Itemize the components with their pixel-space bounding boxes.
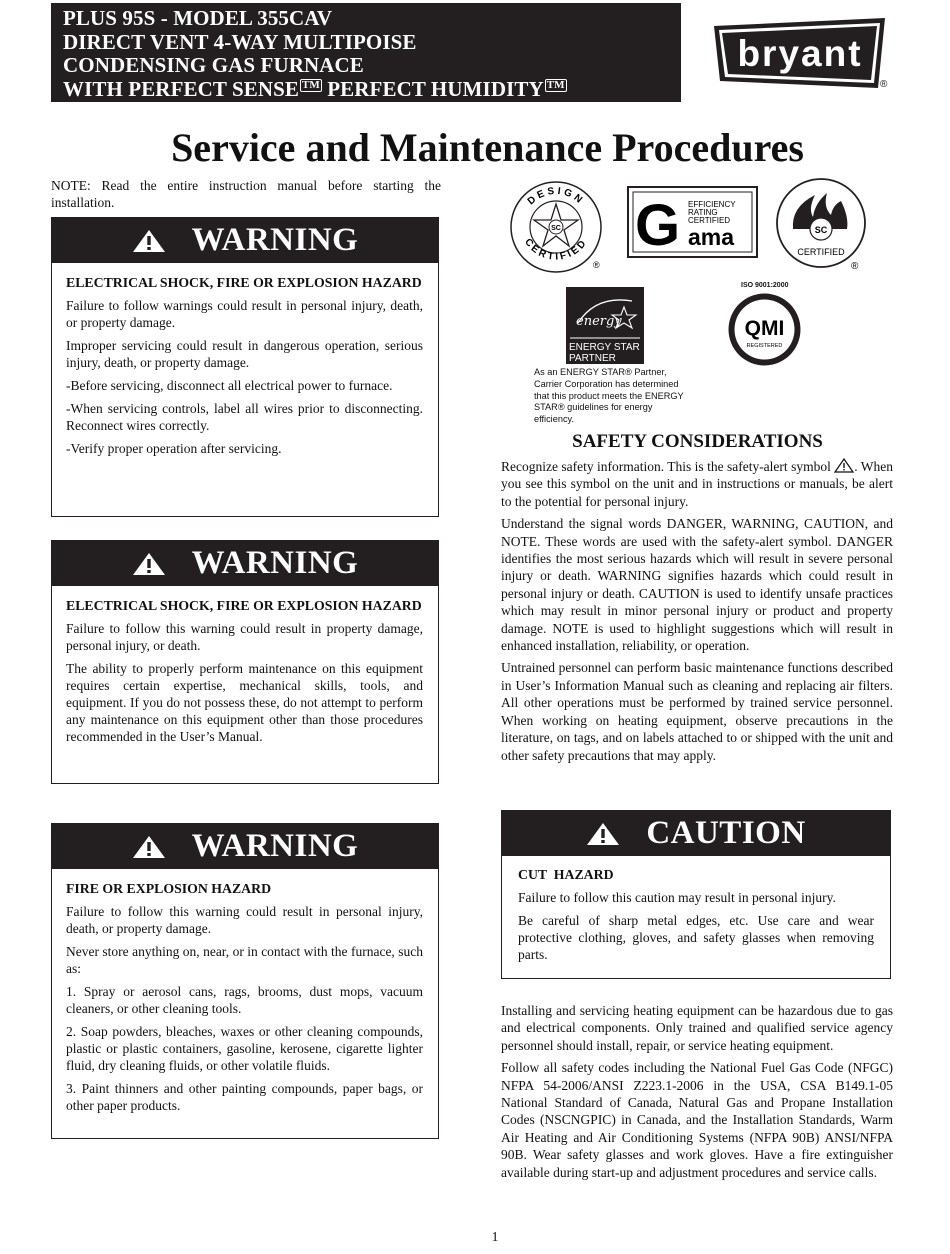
warning-paragraph: Failure to follow this warning could result in personal injury, death, or property damage. — [66, 904, 423, 936]
warning-box-3 — [51, 823, 439, 1139]
warning-paragraph: 3. Paint thinners and other painting compounds, paper bags, or other paper products. — [66, 1081, 423, 1113]
warning-label: WARNING — [191, 828, 359, 864]
safety-p1-a: Recognize safety information. This is the safety-alert symbol — [501, 459, 831, 474]
qmi-sub: REGISTERED — [746, 343, 783, 349]
trademark-mark: TM — [546, 78, 565, 91]
trademark-mark: TM — [301, 78, 320, 91]
page-title: Service and Maintenance Procedures — [171, 125, 804, 170]
csa-center-text: SC — [814, 225, 828, 235]
installation-text — [501, 1002, 893, 1186]
warning-paragraph: -When servicing controls, label all wires prior to disconnecting. Reconnect wires correctly. — [66, 401, 423, 433]
seal-reg-mark: ® — [593, 260, 600, 270]
warning-triangle-icon — [132, 229, 166, 253]
qmi-registered-logo — [727, 292, 802, 367]
caution-label: CAUTION — [646, 815, 806, 851]
safety-paragraph-1 — [501, 458, 893, 510]
warning-paragraph: 1. Spray or aerosol cans, rags, brooms, dust mops, vacuum cleaners, or other cleaning tools. — [66, 984, 423, 1016]
page-number: 1 — [491, 1230, 499, 1245]
warning-paragraph: Improper servicing could result in dangerous operation, serious injury, death, or property damage. — [66, 338, 423, 370]
gama-word: ama — [688, 224, 735, 250]
warning-paragraph: The ability to properly perform maintenance on this equipment requires certain expertise, mechanical skills, tools, and equipment. If you do not possess these, do not attempt to perform any maintenance on this equipment other than those procedures recommended in the User’s Manual. — [66, 661, 423, 744]
safety-text — [501, 458, 893, 769]
csa-reg-mark: ® — [851, 261, 859, 272]
warning-paragraph: -Verify proper operation after servicing. — [66, 441, 282, 456]
design-certified-seal-logo — [509, 180, 604, 275]
energy-star-line-2: PARTNER — [569, 353, 616, 364]
header-line-4-mid: PERFECT HUMIDITY — [321, 76, 544, 101]
hazard-title: ELECTRICAL SHOCK, FIRE OR EXPLOSION HAZARD — [66, 275, 422, 290]
installation-paragraph-2: Follow all safety codes including the National Fuel Gas Code (NFGC) NFPA 54-2006/ANSI Z223.1-2006 in the USA, CSA B149.1-05 National Standard of Canada, Natural Gas and Propane Installation Codes (NSCNGPIC) in Canada, and the Installation Standards, Warm Air Heating and Air Conditioning Systems (NFPA 90B) ANSI/NFPA 90B. Wear safety glasses and work gloves. Have a fire extinguisher available during start-up and adjustment procedures and service calls. — [501, 1060, 893, 1180]
caution-header — [502, 811, 890, 856]
seal-top-text: DESIGN — [525, 185, 587, 208]
qmi-name: QMI — [744, 317, 785, 340]
warning-triangle-icon — [132, 835, 166, 859]
warning-box-2 — [51, 540, 439, 784]
product-header-banner — [51, 3, 681, 102]
bryant-logo — [712, 16, 887, 90]
brand-name: bryant — [737, 33, 863, 74]
safety-paragraph-2: Understand the signal words DANGER, WARNING, CAUTION, and NOTE. These words are used with the safety-alert symbol. DANGER identifies the most serious hazards which will result in severe personal injury or death. WARNING signifies hazards which could result in personal injury or death. CAUTION is used to identify unsafe practices which may result in minor personal injury or product and property damage. NOTE is used to highlight suggestions which will result in enhanced installation, reliability, or operation. — [501, 516, 893, 654]
energy-star-script: energy — [576, 314, 622, 329]
safety-alert-icon — [834, 458, 854, 473]
caution-hazard-title: CUT HAZARD — [518, 867, 614, 882]
header-line-4-prefix: WITH PERFECT SENSE — [63, 76, 299, 101]
safety-paragraph-3: Untrained personnel can perform basic maintenance functions described in User’s Information Manual such as cleaning and replacing air filters. All other operations must be performed by trained service personnel. When working on heating equipment, observe precautions in the literature, on tags, and on labels attached to or shipped with the unit and other safety precautions that may apply. — [501, 660, 893, 763]
gama-line-3: CERTIFIED — [688, 216, 731, 225]
installation-paragraph-1: Installing and servicing heating equipment can be hazardous due to gas and electrical components. Only trained and qualified service agency personnel should install, repair, or service heating equipment. — [501, 1003, 893, 1053]
warning-triangle-icon — [132, 552, 166, 576]
seal-bottom-text: CERTIFIED — [522, 236, 590, 263]
warning-header — [52, 824, 438, 869]
warning-label: WARNING — [191, 545, 359, 581]
caution-box — [501, 810, 891, 979]
warning-paragraph: 2. Soap powders, bleaches, waxes or other cleaning compounds, plastic or plastic containers, gasoline, kerosene, cigarette lighter fluid, dry cleaning fluids, or other volatile fluids. — [66, 1024, 423, 1073]
warning-paragraph: Failure to follow warnings could result in personal injury, death, or property damage. — [66, 298, 423, 330]
brand-registered-mark: ® — [880, 79, 888, 90]
gama-line-1: EFFICIENCY — [688, 200, 736, 209]
warning-header — [52, 541, 438, 586]
warning-paragraph: -Before servicing, disconnect all electrical power to furnace. — [66, 378, 393, 393]
caution-paragraph: Failure to follow this caution may result in personal injury. — [518, 890, 836, 905]
warning-box-1 — [51, 217, 439, 517]
hazard-title: FIRE OR EXPLOSION HAZARD — [66, 881, 272, 896]
warning-paragraph: Never store anything on, near, or in contact with the furnace, such as: — [66, 944, 423, 976]
header-line-4 — [63, 78, 669, 102]
csa-certified-logo — [775, 177, 867, 272]
energy-star-logo — [566, 287, 644, 364]
install-note: NOTE: Read the entire instruction manual before starting the installation. — [51, 178, 441, 210]
warning-header — [52, 218, 438, 263]
header-line-3: CONDENSING GAS FURNACE — [63, 53, 364, 77]
energy-star-line-1: ENERGY STAR — [569, 342, 640, 353]
safety-p1-b: . When you see this symbol on the unit and in instructions or manuals, be alert to the potential for personal injury. — [501, 459, 893, 509]
header-line-2: DIRECT VENT 4-WAY MULTIPOISE — [63, 29, 417, 54]
iso-label: ISO 9001:2000 — [741, 282, 789, 289]
csa-label: CERTIFIED — [797, 247, 845, 257]
warning-label: WARNING — [191, 222, 359, 258]
hazard-title: ELECTRICAL SHOCK, FIRE OR EXPLOSION HAZARD — [66, 598, 422, 613]
header-line-1: PLUS 95S - MODEL 355CAV — [63, 6, 333, 30]
seal-center-text: SC — [551, 225, 561, 232]
gama-logo — [627, 186, 758, 258]
gama-line-2: RATING — [688, 208, 718, 217]
caution-paragraph: Be careful of sharp metal edges, etc. Use care and wear protective clothing, gloves, and safety glasses when removing parts. — [518, 913, 874, 962]
safety-heading: SAFETY CONSIDERATIONS — [572, 431, 823, 452]
gama-g-letter: G — [635, 193, 681, 258]
energy-star-caption: As an ENERGY STAR® Partner, Carrier Corporation has determined that this product meets the ENERGY STAR® guidelines for energy efficiency. — [534, 367, 684, 425]
warning-triangle-icon — [586, 822, 620, 846]
warning-paragraph: Failure to follow this warning could result in property damage, personal injury, or death. — [66, 621, 423, 653]
